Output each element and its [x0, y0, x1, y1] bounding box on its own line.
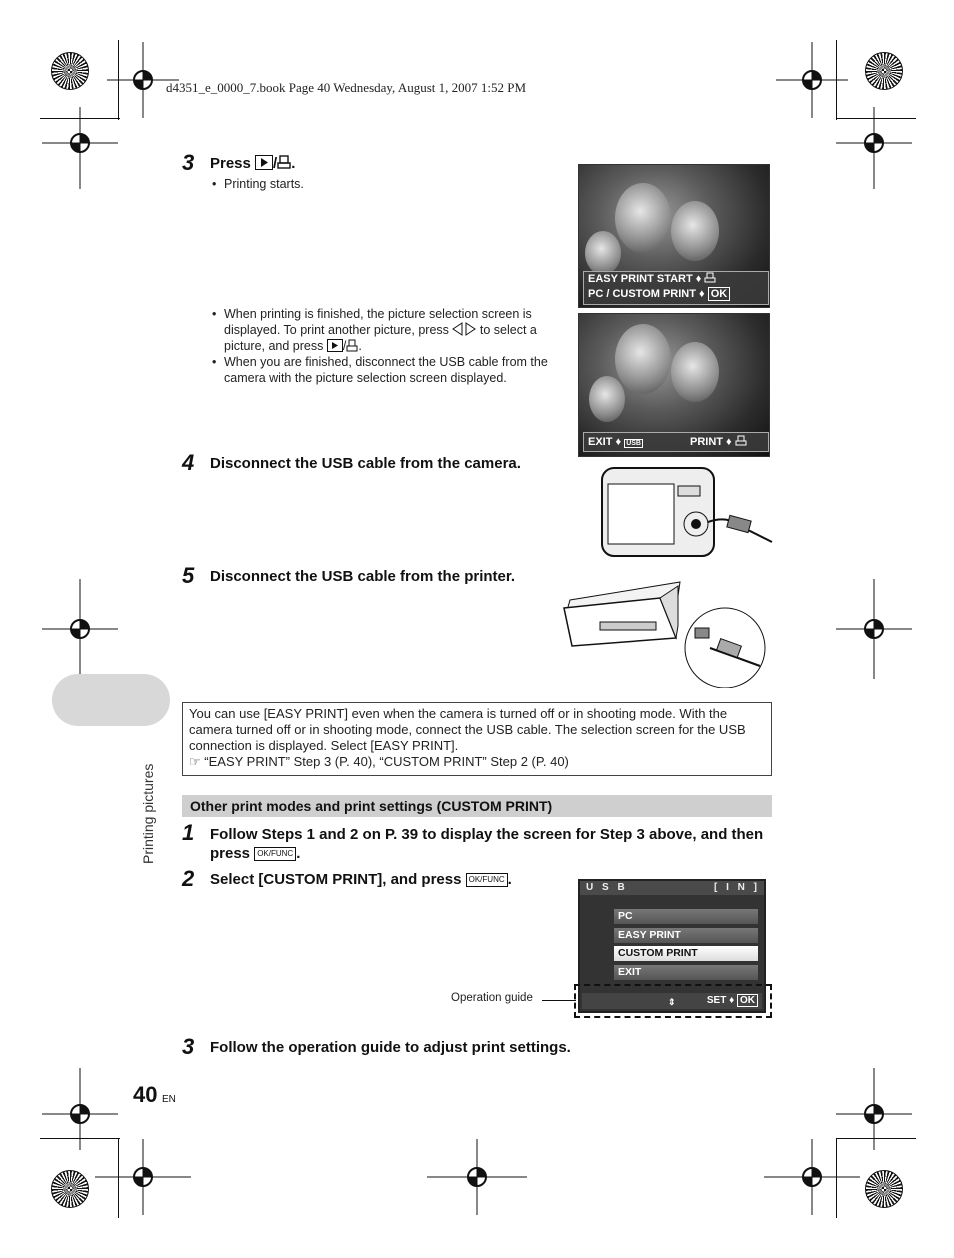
page-number: 40 — [133, 1082, 158, 1107]
print-icon — [277, 155, 291, 170]
playback-icon — [327, 339, 343, 352]
step-number: 5 — [182, 563, 195, 588]
bullet-list — [210, 306, 565, 386]
step-text: Disconnect the USB cable from the camera. — [210, 455, 521, 472]
step-text: Follow Steps 1 and 2 on P. 39 to display the screen for Step 3 above, and then press OK/FUNC . — [210, 826, 764, 862]
section-title: Other print modes and print settings (CUSTOM PRINT) — [182, 795, 772, 817]
step-number: 2 — [182, 866, 195, 891]
ok-func-button-icon: OK/FUNC — [466, 873, 508, 887]
camera-illustration — [596, 462, 776, 566]
step-text: Press / . — [210, 155, 296, 172]
usb-menu-item-easy-print[interactable]: EASY PRINT — [614, 928, 758, 943]
step-number: 3 — [182, 1034, 195, 1059]
usb-menu-item-exit[interactable]: EXIT — [614, 965, 758, 980]
print-icon — [735, 435, 747, 446]
step-number: 3 — [182, 150, 195, 175]
printer-illustration — [560, 578, 772, 688]
step-text: Follow the operation guide to adjust print settings. — [210, 1039, 571, 1056]
camera-screen-photo — [578, 164, 770, 308]
step-text: Select [CUSTOM PRINT], and press OK/FUNC . — [210, 871, 512, 888]
ok-func-button-icon: OK/FUNC — [254, 847, 296, 861]
photo-overlay: EASY PRINT START ♦ PC / CUSTOM PRINT ♦ OK — [583, 271, 769, 305]
usb-menu-title: U S B [ I N ] — [580, 881, 764, 895]
camera-screen-photo — [578, 313, 770, 457]
reference-icon: ☞ — [189, 754, 201, 769]
list-item: • When printing is finished, the picture selection screen is displayed. To print another picture, press to select a picture, and press / . — [224, 306, 565, 354]
chapter-tab — [52, 674, 170, 726]
print-header: d4351_e_0000_7.book Page 40 Wednesday, August 1, 2007 1:52 PM — [166, 80, 527, 95]
step-number: 4 — [182, 450, 195, 475]
photo-overlay: EXIT ♦ USB PRINT ♦ — [583, 432, 769, 452]
note-reference: “EASY PRINT” Step 3 (P. 40), “CUSTOM PRINT” Step 2 (P. 40) — [204, 754, 569, 769]
playback-icon — [255, 155, 273, 170]
usb-menu-item-pc[interactable]: PC — [614, 909, 758, 924]
print-icon — [346, 339, 358, 352]
step-text: Disconnect the USB cable from the printer. — [210, 568, 516, 585]
note-box — [182, 702, 772, 776]
arrow-left-right-icon — [452, 322, 476, 336]
note-text: You can use [EASY PRINT] even when the camera is turned off or in shooting mode. With the camera turned off or in shooting mode, connect the USB cable. The selection screen for the USB connection is displayed. Select [EASY PRINT]. — [189, 706, 746, 753]
step-number: 1 — [182, 820, 195, 845]
side-label: Printing pictures — [140, 763, 156, 864]
language-code: EN — [162, 1094, 176, 1105]
usb-menu-item-custom-print[interactable]: CUSTOM PRINT — [614, 946, 758, 961]
list-item: • When you are finished, disconnect the USB cable from the camera with the picture selection screen displayed. — [224, 354, 565, 386]
list-item: • Printing starts. — [224, 176, 550, 192]
operation-guide-label: Operation guide — [451, 992, 533, 1004]
operation-guide-highlight — [574, 984, 772, 1018]
print-icon — [704, 272, 716, 283]
bullet-list — [210, 176, 550, 192]
operation-guide-bar: ⇕ SET ♦ OK — [582, 993, 762, 1009]
up-down-icon: ⇕ — [668, 997, 676, 1007]
callout-line — [542, 1000, 576, 1001]
